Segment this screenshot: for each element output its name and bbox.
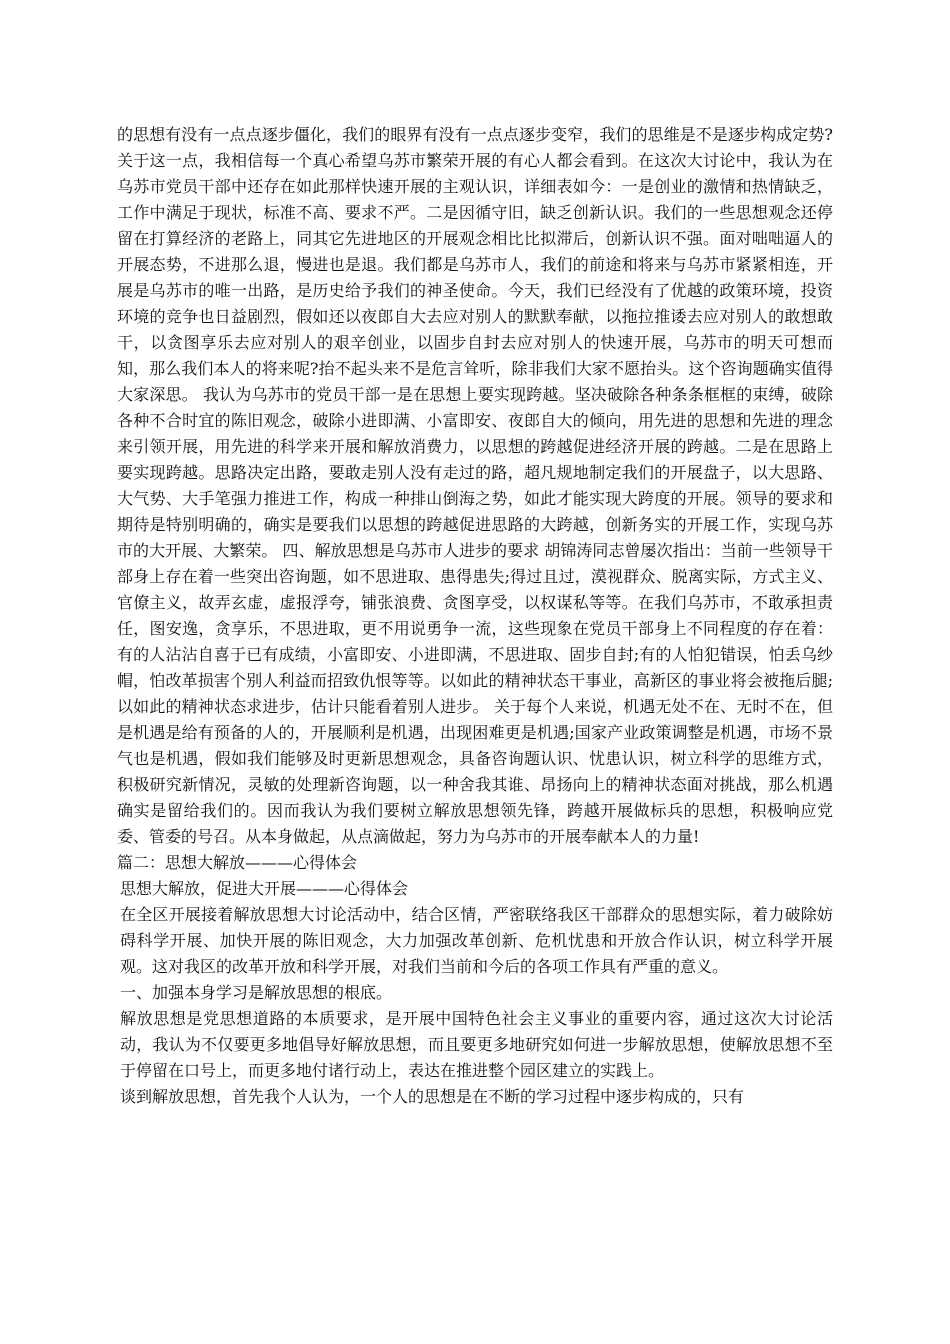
body-paragraph-2: 在全区开展接着解放思想大讨论活动中，结合区情，严密联络我区干部群众的思想实际，着力破除妨碍科学开展、加快开展的陈旧观念，大力加强改革创新、危机忧患和开放合作认识，树立科学开展观。这对我区的改革开放和科学开展，对我们当前和今后的各项工作具有严重的意义。 [120,905,833,976]
body-paragraph-1: 的思想有没有一点点逐步僵化，我们的眼界有没有一点点逐步变窄，我们的思维是不是逐步构成定势?关于这一点，我相信每一个真心希望乌苏市繁荣开展的有心人都会看到。在这次大讨论中，我认为在乌苏市党员干部中还存在如此那样快速开展的主观认识，详细表如今：一是创业的激情和热情缺乏，工作中满足于现状，标准不高、要求不严。二是因循守旧，缺乏创新认识。我们的一些思想观念还停留在打算经济的老路上，同其它先进地区的开展观念相比比拟滞后，创新认识不强。面对咄咄逼人的开展态势，不进那么退，慢进也是退。我们都是乌苏市人，我们的前途和将来与乌苏市紧紧相连，开展是乌苏市的唯一出路，是历史给予我们的神圣使命。今天，我们已经没有了优越的政策环境，投资环境的竞争也日益剧烈，假如还以夜郎自大去应对别人的默默奉献，以拖拉推诿去应对别人的敢想敢干，以贪图享乐去应对别人的艰辛创业，以固步自封去应对别人的快速开展，乌苏市的明天可想而知，那么我们本人的将来呢?抬不起头来不是危言耸听，除非我们大家不愿抬头。这个咨询题确实值得大家深思。 我认为乌苏市的党员干部一是在思想上要实现跨越。坚决破除各种条条框框的束缚，破除各种不合时宜的陈旧观念，破除小进即满、小富即安、夜郎自大的倾向，用先进的思想和先进的理念来引领开展，用先进的科学来开展和解放消费力，以思想的跨越促进经济开展的跨越。二是在思路上要实现跨越。思路决定出路，要敢走别人没有走过的路，超凡规地制定我们的开展盘子，以大思路、大气势、大手笔强力推进工作，构成一种排山倒海之势，如此才能实现大跨度的开展。领导的要求和期待是特别明确的，确实是要我们以思想的跨越促进思路的大跨越，创新务实的开展工作，实现乌苏市的大开展、大繁荣。 四、解放思想是乌苏市人进步的要求 胡锦涛同志曾屡次指出：当前一些领导干部身上存在着一些突出咨询题，如不思进取、患得患失;得过且过，漠视群众、脱离实际，方式主义、官僚主义，故弄玄虚，虚报浮夸，铺张浪费、贪图享受，以权谋私等等。在我们乌苏市，不敢承担责任，图安逸，贪享乐，不思进取，更不用说勇争一流，这些现象在党员干部身上不同程度的存在着：有的人沾沾自喜于已有成绩，小富即安、小进即满，不思进取、固步自封;有的人怕犯错误，怕丢乌纱帽，怕改革损害个别人利益而招致仇恨等等。以如此的精神状态干事业，高新区的事业将会被拖后腿;以如此的精神状态求进步，估计只能看着别人进步。 关于每个人来说，机遇无处不在、无时不在，但是机遇是给有预备的人的，开展顺利是机遇，出现困难更是机遇;国家产业政策调整是机遇，市场不景气也是机遇，假如我们能够及时更新思想观念，具备咨询题认识、忧患认识，树立科学的思维方式，积极研究新情况，灵敏的处理新咨询题，以一种舍我其谁、昂扬向上的精神状态面对挑战，那么机遇确实是留给我们的。因而我认为我们要树立解放思想领先锋，跨越开展做标兵的思想，积极响应党委、管委的号召。从本身做起，从点滴做起，努力为乌苏市的开展奉献本人的力量! [117,125,833,846]
body-paragraph-4: 谈到解放思想，首先我个人认为，一个人的思想是在不断的学习过程中逐步构成的，只有 [120,1087,745,1106]
article-subtitle: 思想大解放，促进大开展———心得体会 [120,879,409,898]
document-page [117,122,833,1110]
section-heading-1: 一、加强本身学习是解放思想的根底。 [120,983,393,1002]
body-paragraph-3: 解放思想是党思想道路的本质要求，是开展中国特色社会主义事业的重要内容，通过这次大讨论活动，我认为不仅要更多地倡导好解放思想，而且要更多地研究如何进一步解放思想，使解放思想不至于停留在口号上，而更多地付诸行动上，表达在推进整个园区建立的实践上。 [120,1009,833,1080]
section-heading-part2: 篇二：思想大解放———心得体会 [117,853,358,872]
